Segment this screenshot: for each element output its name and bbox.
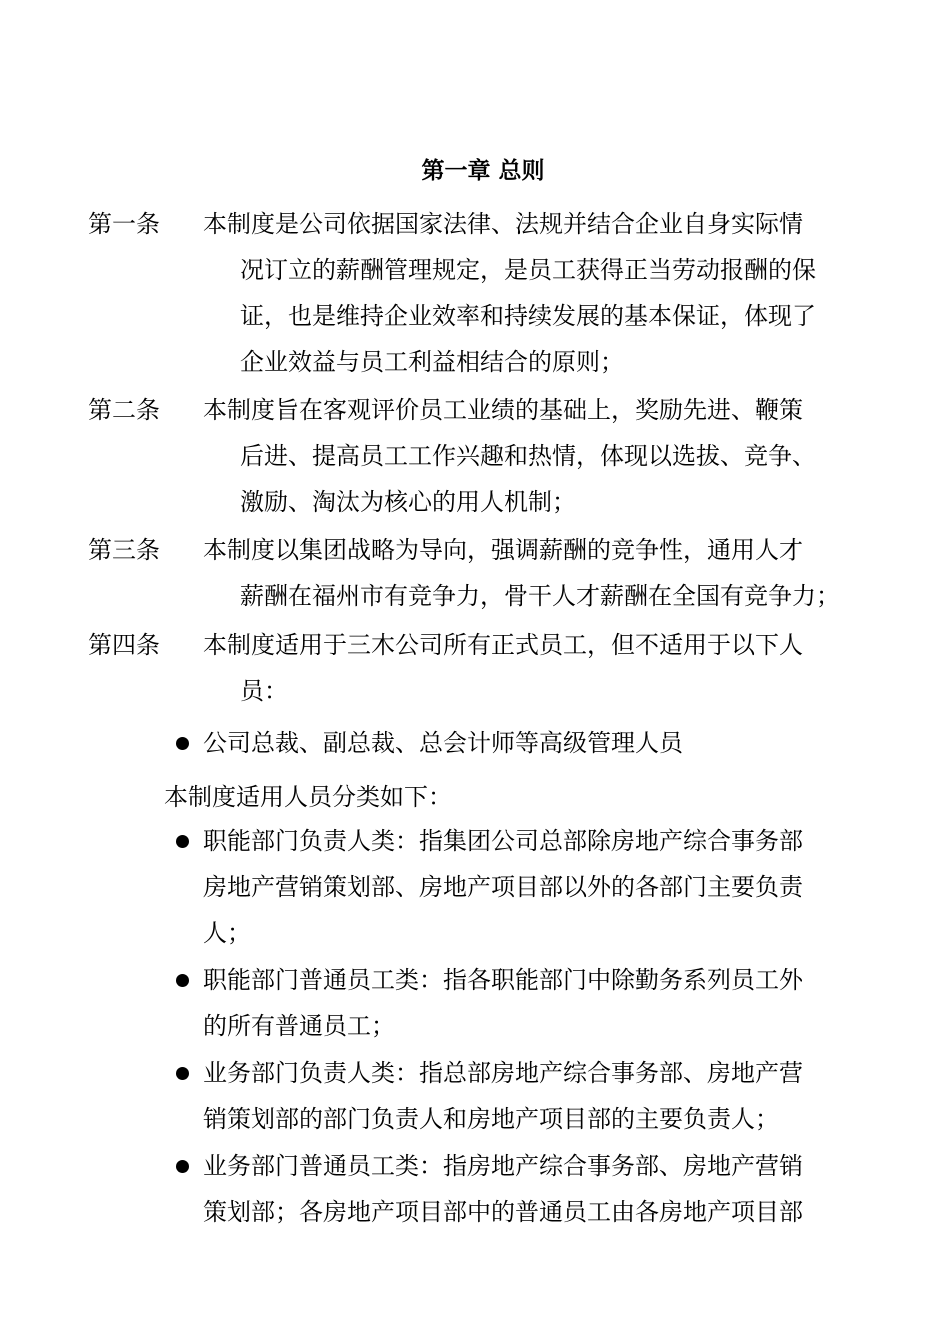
list-item-text: 人； bbox=[203, 919, 251, 947]
article-text-line: 激励、淘汰为核心的用人机制； bbox=[240, 488, 576, 516]
article-label: 第四条 bbox=[88, 631, 160, 659]
chapter-title: 第一章 总则 bbox=[421, 158, 545, 184]
article-text-line: 本制度以集团战略为导向，强调薪酬的竞争性，通用人才 bbox=[203, 536, 803, 564]
article-text-line: 薪酬在福州市有竞争力，骨干人才薪酬在全国有竞争力； bbox=[240, 582, 840, 610]
article-text-line: 本制度是公司依据国家法律、法规并结合企业自身实际情 bbox=[203, 210, 803, 238]
classification-intro: 本制度适用人员分类如下： bbox=[164, 783, 452, 811]
article-text-line: 本制度适用于三木公司所有正式员工，但不适用于以下人 bbox=[203, 631, 803, 659]
bullet-icon bbox=[176, 737, 189, 750]
article-label: 第三条 bbox=[88, 536, 160, 564]
article-text-line: 企业效益与员工利益相结合的原则； bbox=[240, 348, 624, 376]
bullet-icon bbox=[176, 1160, 189, 1173]
article-text-line: 本制度旨在客观评价员工业绩的基础上，奖励先进、鞭策 bbox=[203, 396, 803, 424]
list-item-text: 销策划部的部门负责人和房地产项目部的主要负责人； bbox=[203, 1105, 779, 1133]
list-item-text: 策划部；各房地产项目部中的普通员工由各房地产项目部 bbox=[203, 1198, 803, 1226]
article-text-line: 后进、提高员工工作兴趣和热情，体现以选拔、竞争、 bbox=[240, 442, 816, 470]
list-item-text: 业务部门负责人类：指总部房地产综合事务部、房地产营 bbox=[203, 1059, 803, 1087]
list-item-text: 职能部门普通员工类：指各职能部门中除勤务系列员工外 bbox=[203, 966, 803, 994]
list-item-text: 的所有普通员工； bbox=[203, 1012, 395, 1040]
article-text-line: 员： bbox=[240, 677, 288, 705]
article-label: 第一条 bbox=[88, 210, 160, 238]
article-text-line: 况订立的薪酬管理规定，是员工获得正当劳动报酬的保 bbox=[240, 256, 816, 284]
list-item-text: 业务部门普通员工类：指房地产综合事务部、房地产营销 bbox=[203, 1152, 803, 1180]
bullet-icon bbox=[176, 1067, 189, 1080]
list-item-text: 公司总裁、副总裁、总会计师等高级管理人员 bbox=[203, 729, 683, 757]
article-label: 第二条 bbox=[88, 396, 160, 424]
bullet-icon bbox=[176, 974, 189, 987]
list-item-text: 房地产营销策划部、房地产项目部以外的各部门主要负责 bbox=[203, 873, 803, 901]
bullet-icon bbox=[176, 835, 189, 848]
article-text-line: 证，也是维持企业效率和持续发展的基本保证，体现了 bbox=[240, 302, 816, 330]
list-item-text: 职能部门负责人类：指集团公司总部除房地产综合事务部 bbox=[203, 827, 803, 855]
